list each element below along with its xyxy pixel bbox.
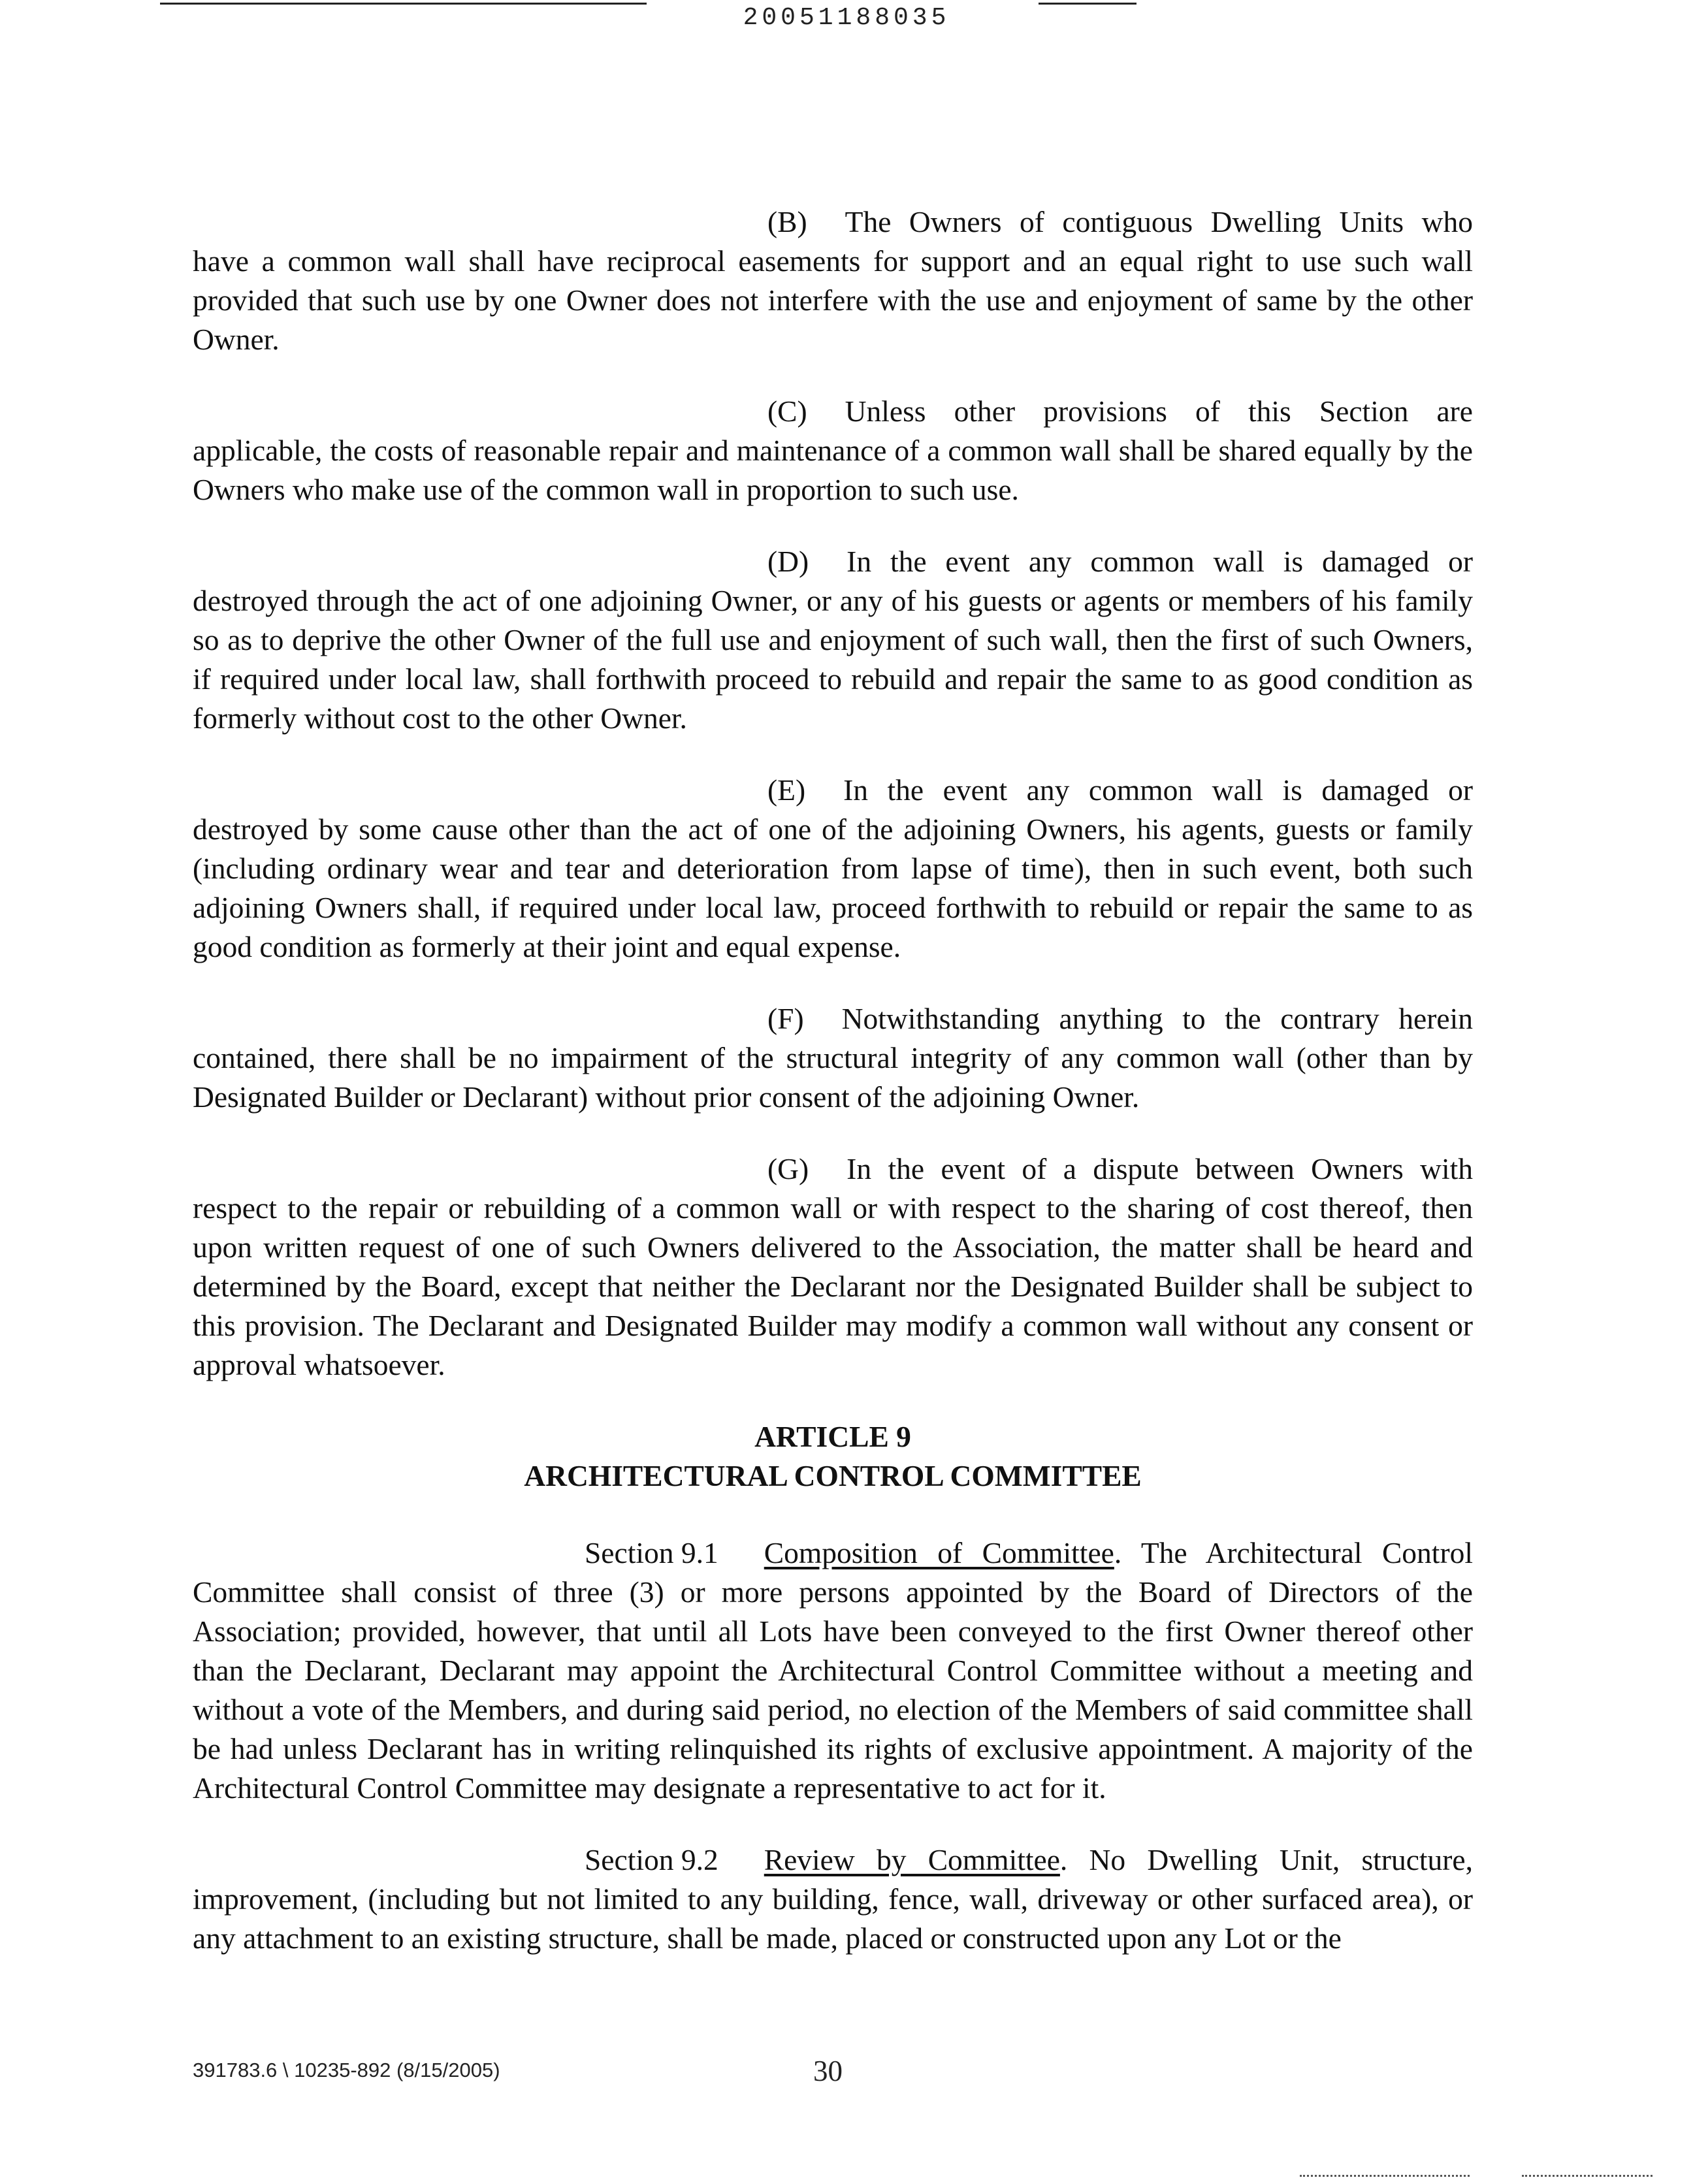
paragraph-c xyxy=(193,392,1473,509)
section-title: Composition of Committee xyxy=(764,1536,1114,1569)
paragraph-text: In the event any common wall is damaged or destroyed by some cause other than the act of one of the adjoining Owners, his agents, guests or family (including ordinary wear and tear and deterioration from lapse of time), then in such event, both such adjoining Owners shall, if required under local law, proceed forthwith to rebuild or repair the same to as good condition as formerly at their joint and equal expense. xyxy=(193,773,1473,963)
paragraph-label: (D) xyxy=(767,545,809,578)
paragraph-text: Notwithstanding anything to the contrary herein contained, there shall be no impairment of the structural integrity of any common wall (other than by Designated Builder or Declarant) without prior consent of the adjoining Owner. xyxy=(193,1002,1473,1114)
section-number: Section 9.2 xyxy=(585,1843,718,1876)
section-title: Review by Committee xyxy=(764,1843,1060,1876)
paragraph-text: In the event of a dispute between Owners with respect to the repair or rebuilding of a common wall or with respect to the sharing of cost thereof, then upon written request of one of such Owners delivered to the Association, the matter shall be heard and determined by the Board, except that neither the Declarant nor the Designated Builder shall be subject to this provision. The Declarant and Designated Builder may modify a common wall without any consent or approval whatsoever. xyxy=(193,1152,1473,1381)
scan-artifact-dots xyxy=(1522,2175,1653,2177)
article-heading xyxy=(193,1417,1473,1496)
section-number: Section 9.1 xyxy=(585,1536,718,1569)
paragraph-f xyxy=(193,999,1473,1117)
paragraph-d xyxy=(193,542,1473,738)
paragraph-label: (C) xyxy=(767,394,807,428)
section-9-1 xyxy=(193,1534,1473,1808)
footer-reference: 391783.6 \ 10235-892 (8/15/2005) xyxy=(193,2059,500,2081)
section-text: . No Dwelling Unit, structure, improvement, (including but not limited to any building, fence, wall, driveway or other surfaced area), or any attachment to an existing structure, shall be made, placed or constructed upon any Lot or the xyxy=(193,1843,1473,1955)
document-body xyxy=(193,202,1473,1991)
paragraph-label: (E) xyxy=(767,773,806,807)
paragraph-g xyxy=(193,1149,1473,1385)
section-text: . The Architectural Control Committee shall consist of three (3) or more persons appointed by the Board of Directors of the Association; provided, however, that until all Lots have been conveyed to the first Owner thereof other than the Declarant, Declarant may appoint the Architectural Control Committee without a meeting and without a vote of the Members, and during said period, no election of the Members of said committee shall be had unless Declarant has in writing relinquished its rights of exclusive appointment. A majority of the Architectural Control Committee may designate a representative to act for it. xyxy=(193,1536,1473,1805)
section-9-2 xyxy=(193,1840,1473,1958)
page-number: 30 xyxy=(813,2055,843,2087)
article-number: ARTICLE 9 xyxy=(754,1420,911,1453)
paragraph-text: In the event any common wall is damaged or destroyed through the act of one adjoining Owner, or any of his guests or agents or members of his family so as to deprive the other Owner of the full use and enjoyment of such wall, then the first of such Owners, if required under local law, shall forthwith proceed to rebuild and repair the same to as good condition as formerly without cost to the other Owner. xyxy=(193,545,1473,735)
paragraph-label: (F) xyxy=(767,1002,804,1035)
paragraph-label: (B) xyxy=(767,205,807,238)
paragraph-text: The Owners of contiguous Dwelling Units who have a common wall shall have reciprocal easements for support and an equal right to use such wall provided that such use by one Owner does not interfere with the use and enjoyment of same by the other Owner. xyxy=(193,205,1473,356)
document-number: 20051188035 xyxy=(743,4,950,32)
scan-artifact-dots xyxy=(1300,2175,1470,2177)
article-title: ARCHITECTURAL CONTROL COMMITTEE xyxy=(524,1459,1142,1492)
paragraph-label: (G) xyxy=(767,1152,809,1185)
paragraph-text: Unless other provisions of this Section are applicable, the costs of reasonable repair and maintenance of a common wall shall be shared equally by the Owners who make use of the common wall in proportion to such use. xyxy=(193,394,1473,506)
paragraph-b xyxy=(193,202,1473,359)
paragraph-e xyxy=(193,771,1473,967)
